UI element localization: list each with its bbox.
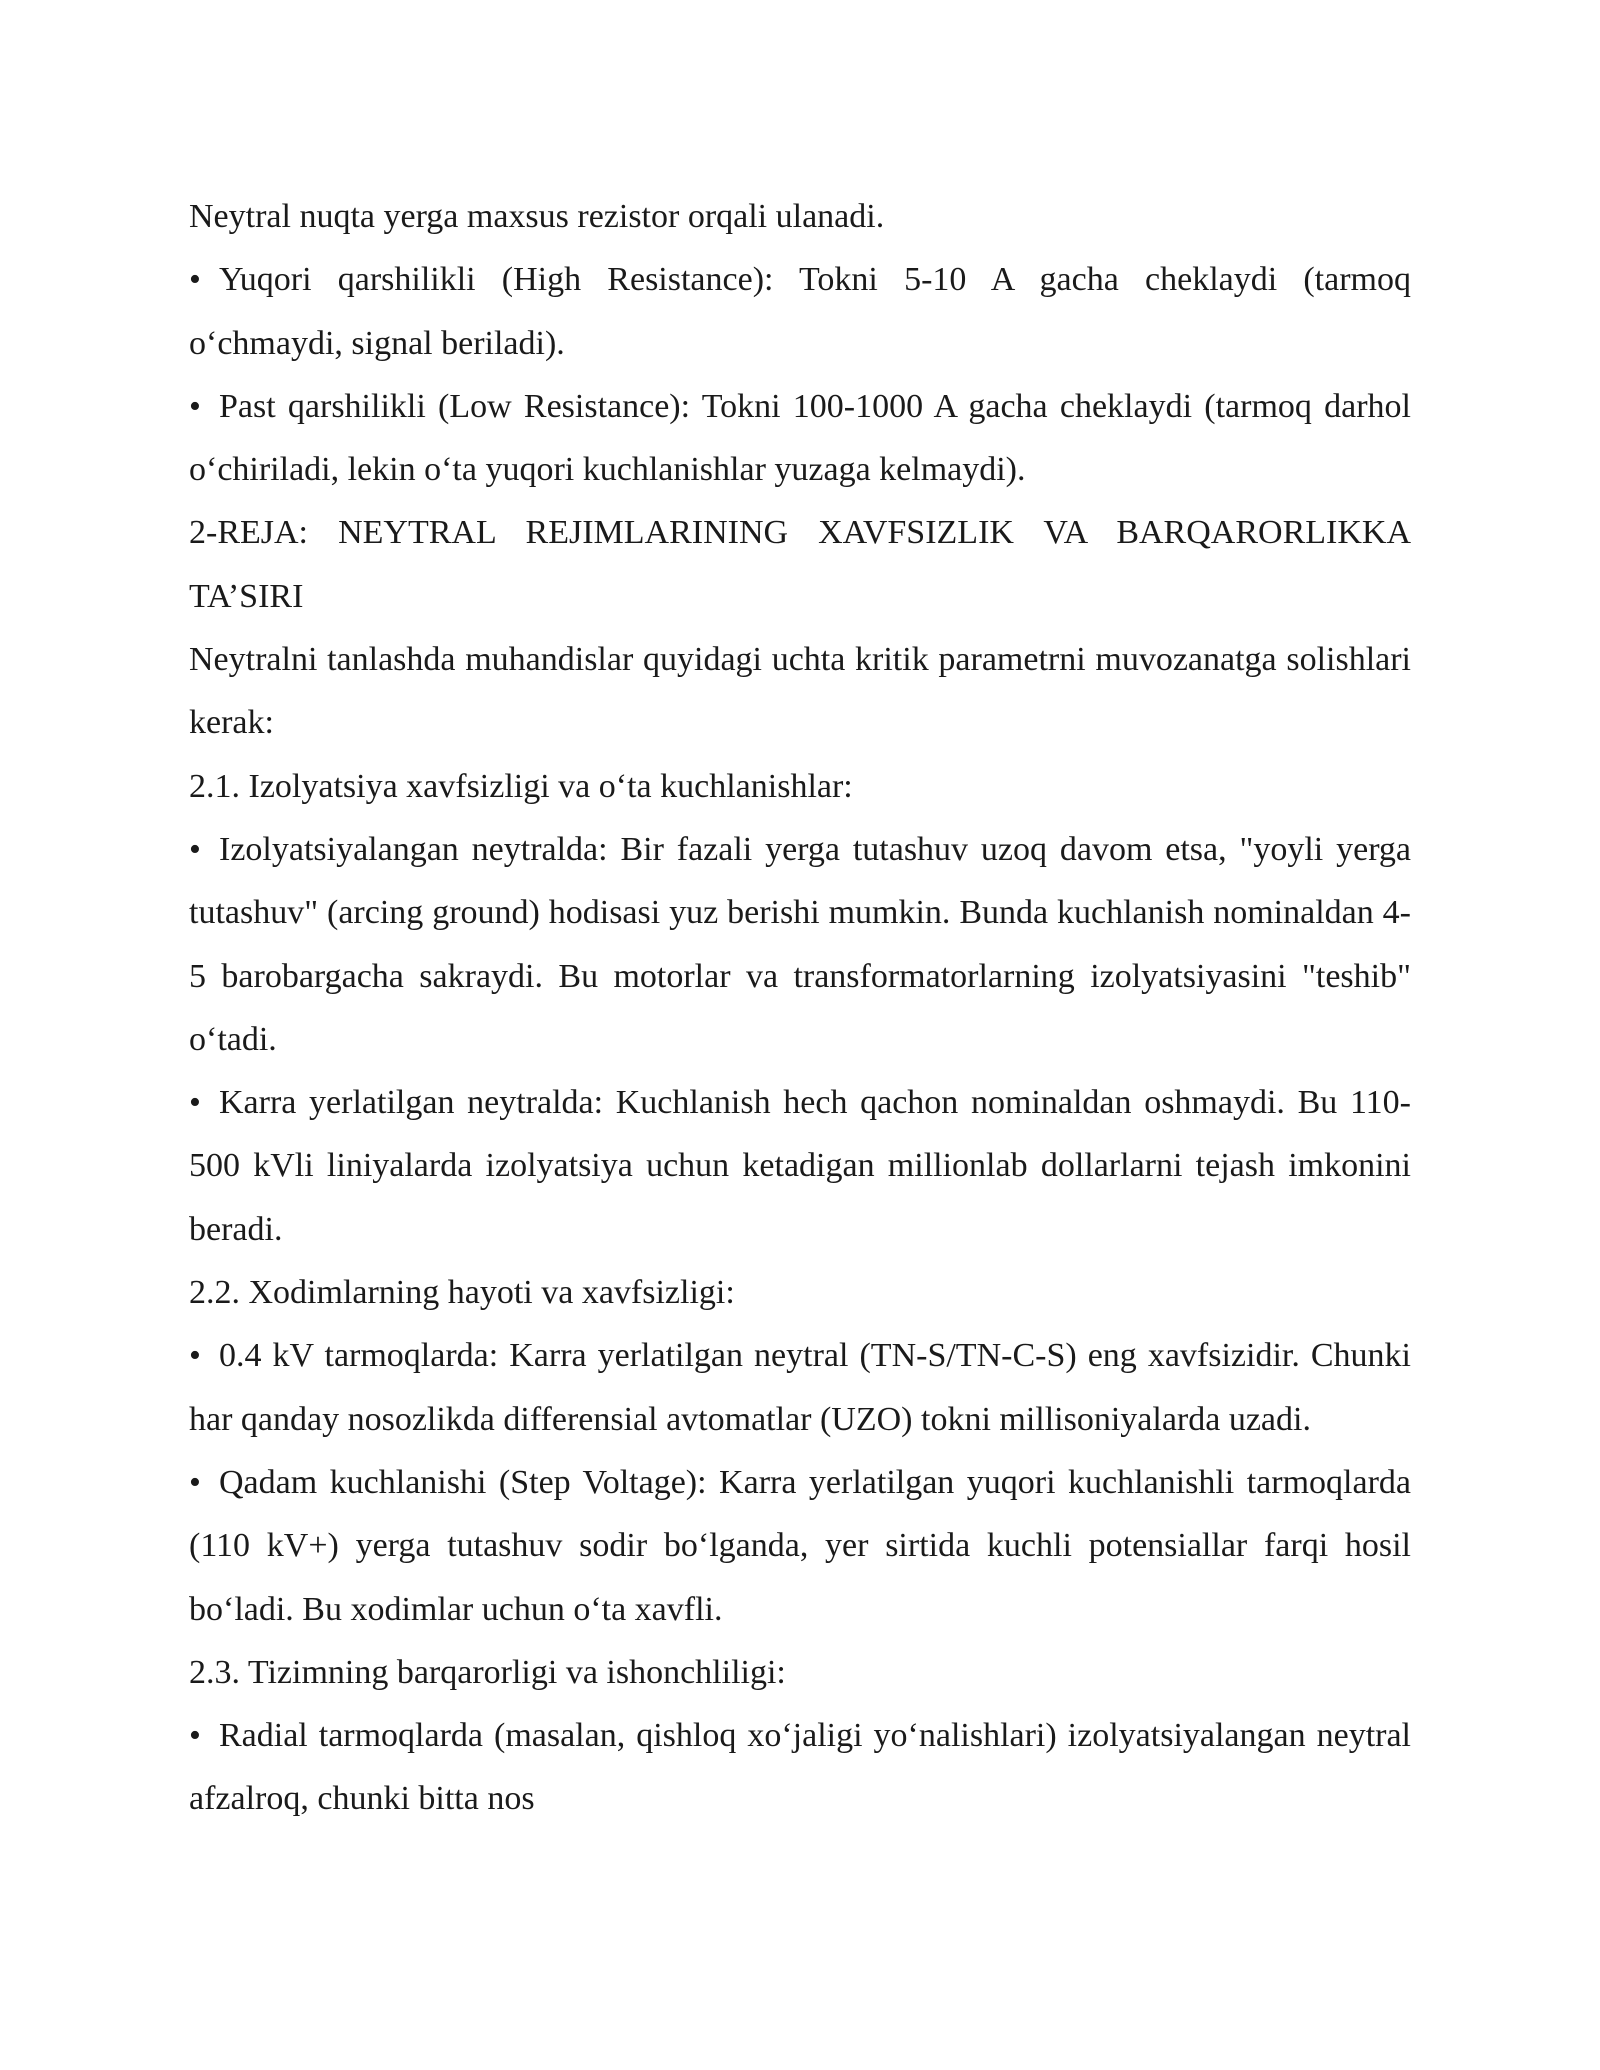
bullet-item [189, 1324, 1411, 1451]
bullet-marker: • [189, 1084, 201, 1122]
section-heading: 2-REJA: NEYTRAL REJIMLARINING XAVFSIZLIK VA BARQARORLIKKA TA’SIRI [189, 514, 1411, 615]
bullet-marker: • [189, 1463, 201, 1501]
paragraph: Neytralni tanlashda muhandislar quyidagi uchta kritik parametrni muvozanatga solishlari kerak: [189, 641, 1411, 742]
bullet-marker: • [189, 1717, 201, 1755]
bullet-text: Yuqori qarshilikli (High Resistance): Tokni 5-10 A gacha cheklaydi (tarmoq o‘chmaydi, signal beriladi). [189, 261, 1411, 362]
bullet-marker: • [189, 261, 201, 299]
bullet-text: Radial tarmoqlarda (masalan, qishloq xo‘jaligi yo‘nalishlari) izolyatsiyalangan neytral afzalroq, chunki bitta nos [189, 1717, 1411, 1818]
subsection-heading: 2.2. Xodimlarning hayoti va xavfsizligi: [189, 1274, 735, 1312]
bullet-marker: • [189, 387, 201, 425]
bullet-marker: • [189, 1337, 201, 1375]
bullet-text: Past qarshilikli (Low Resistance): Tokni 100-1000 A gacha cheklaydi (tarmoq darhol o‘chiriladi, lekin o‘ta yuqori kuchlanishlar yuzaga kelmaydi). [189, 387, 1411, 489]
document-page [189, 185, 1411, 1831]
bullet-item [189, 1451, 1411, 1641]
bullet-text: Izolyatsiyalangan neytralda: Bir fazali yerga tutashuv uzoq davom etsa, "yoyli yerga tutashuv" (arcing ground) hodisasi yuz berishi mumkin. Bunda kuchlanish nominaldan 4-5 barobargacha sakraydi. Bu motorlar va transformatorlarning izolyatsiyasini "teshib" o‘tadi. [189, 830, 1411, 1058]
bullet-item [189, 818, 1411, 1071]
subsection-heading: 2.3. Tizimning barqarorligi va ishonchliligi: [189, 1653, 786, 1691]
bullet-marker: • [189, 830, 201, 868]
bullet-text: 0.4 kV tarmoqlarda: Karra yerlatilgan neytral (TN-S/TN-C-S) eng xavfsizidir. Chunki har qanday nosozlikda differensial avtomatlar (UZO) tokni millisoniyalarda uzadi. [189, 1337, 1411, 1438]
subsection-heading: 2.1. Izolyatsiya xavfsizligi va o‘ta kuchlanishlar: [189, 767, 853, 805]
bullet-text: Karra yerlatilgan neytralda: Kuchlanish hech qachon nominaldan oshmaydi. Bu 110-500 kVli liniyalarda izolyatsiya uchun ketadigan millionlab dollarlarni tejash imkonini beradi. [189, 1084, 1411, 1248]
bullet-text: Qadam kuchlanishi (Step Voltage): Karra yerlatilgan yuqori kuchlanishli tarmoqlarda (110 kV+) yerga tutashuv sodir bo‘lganda, yer sirtida kuchli potensiallar farqi hosil bo‘ladi. Bu xodimlar uchun o‘ta xavfli. [189, 1463, 1411, 1628]
bullet-item [189, 248, 1411, 375]
bullet-item [189, 375, 1411, 502]
bullet-item [189, 1071, 1411, 1261]
bullet-item [189, 1704, 1411, 1831]
paragraph: Neytral nuqta yerga maxsus rezistor orqali ulanadi. [189, 198, 885, 235]
